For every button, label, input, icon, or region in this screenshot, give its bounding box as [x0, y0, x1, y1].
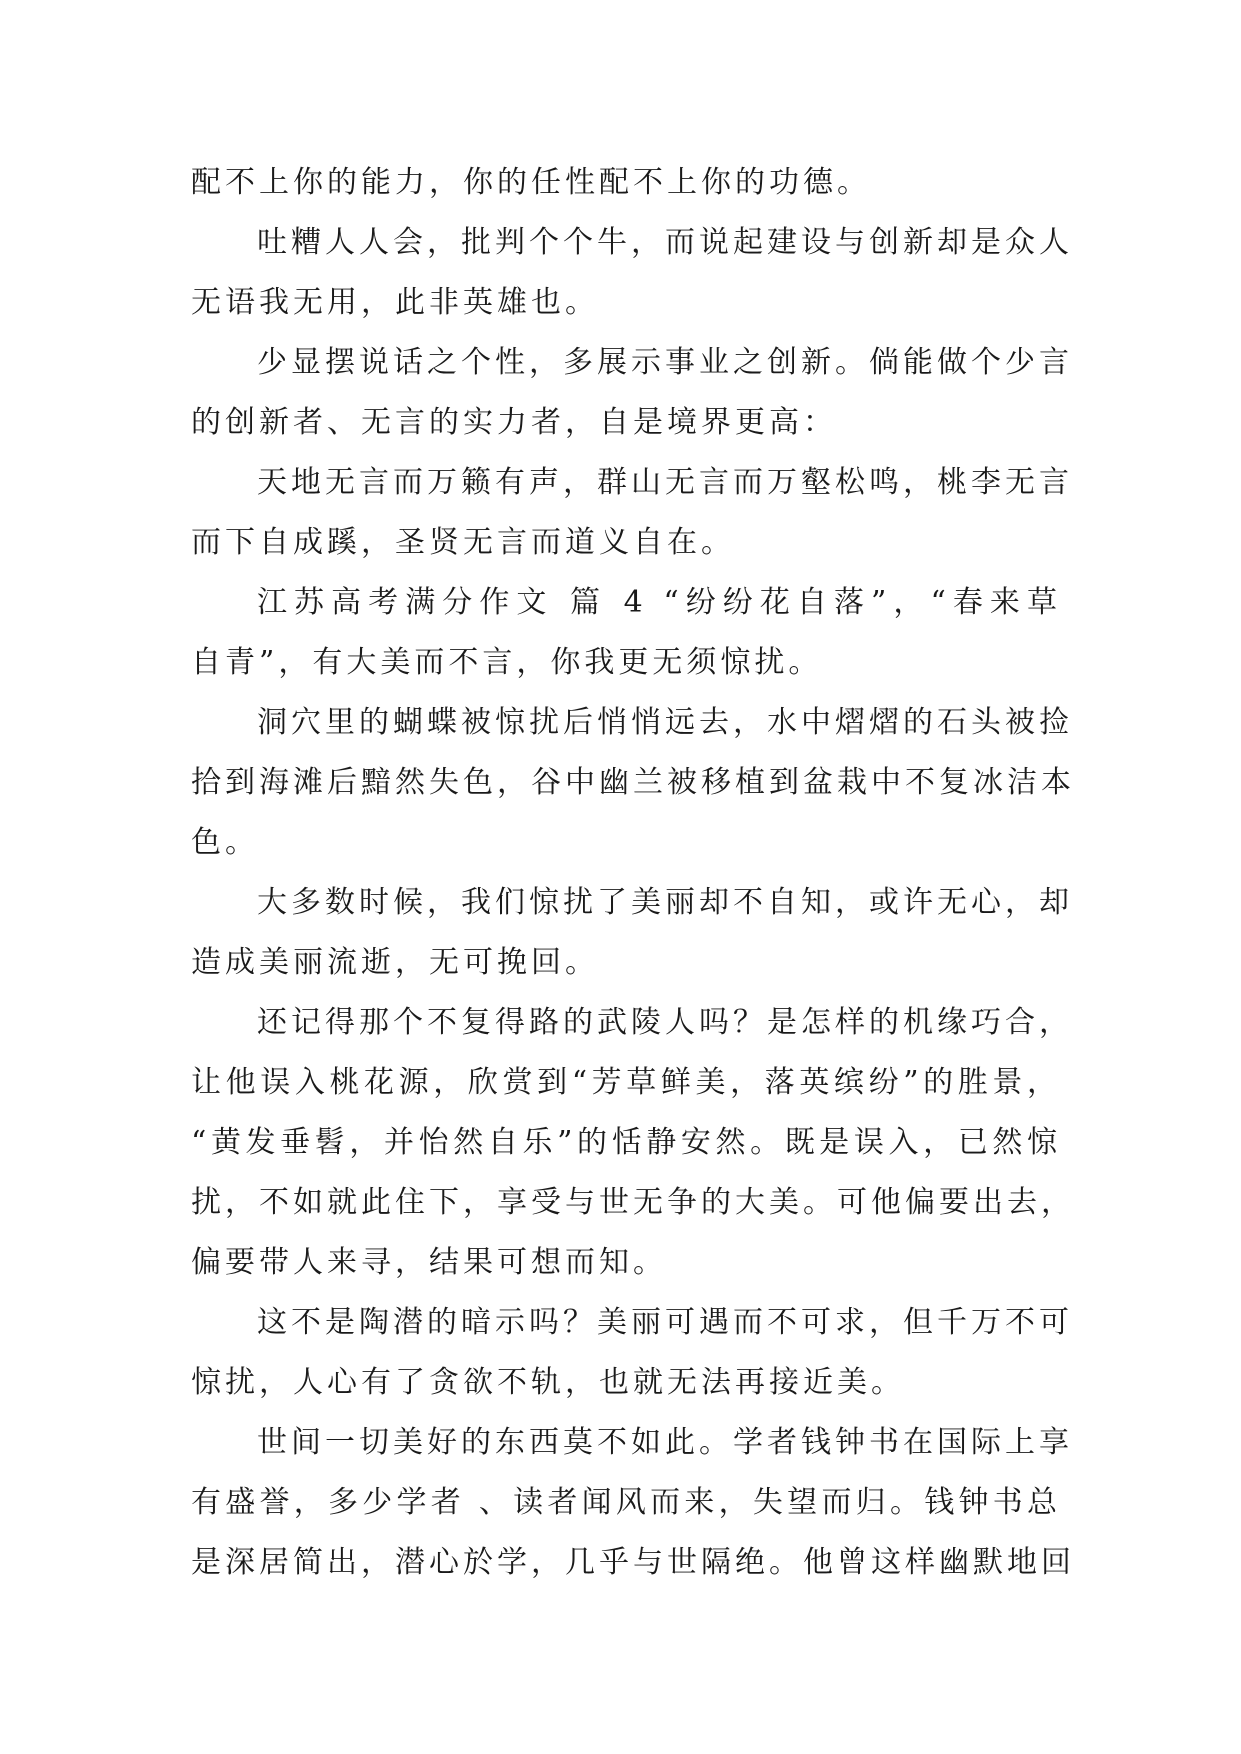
- text-line: 大多数时候，我们惊扰了美丽却不自知，或许无心，却: [257, 885, 1073, 920]
- text-line: 偏要带人来寻，结果可想而知。: [191, 1245, 667, 1280]
- text-line: 天地无言而万籁有声，群山无言而万壑松鸣，桃李无言: [257, 465, 1073, 500]
- text-line: 有盛誉，多少学者 、读者闻风而来，失望而归。钱钟书总: [191, 1485, 1061, 1520]
- text-line: 少显摆说话之个性，多展示事业之创新。倘能做个少言: [257, 345, 1073, 380]
- text-line: 吐糟人人会，批判个个牛，而说起建设与创新却是众人: [257, 225, 1073, 260]
- text-line: 是深居简出，潜心於学，几乎与世隔绝。他曾这样幽默地回: [191, 1545, 1075, 1580]
- text-line: 而下自成蹊，圣贤无言而道义自在。: [191, 525, 735, 560]
- text-line: 扰，不如就此住下，享受与世无争的大美。可他偏要出去，: [191, 1185, 1075, 1220]
- text-line: 还记得那个不复得路的武陵人吗？是怎样的机缘巧合，: [257, 1005, 1073, 1040]
- text-line: 让他误入桃花源，欣赏到“芳草鲜美，落英缤纷”的胜景，: [191, 1065, 1061, 1100]
- text-line: 无语我无用，此非英雄也。: [191, 285, 599, 320]
- text-line: 的创新者、无言的实力者，自是境界更高：: [191, 405, 837, 440]
- text-line: 自青”，有大美而不言，你我更无须惊扰。: [191, 645, 823, 680]
- text-line: 惊扰，人心有了贪欲不轨，也就无法再接近美。: [191, 1365, 905, 1400]
- text-line: 配不上你的能力，你的任性配不上你的功德。: [191, 165, 871, 200]
- text-line: 拾到海滩后黯然失色，谷中幽兰被移植到盆栽中不复冰洁本: [191, 765, 1075, 800]
- text-line: 世间一切美好的东西莫不如此。学者钱钟书在国际上享: [257, 1425, 1073, 1460]
- text-line: “黄发垂髫，并怡然自乐”的恬静安然。既是误入，已然惊: [191, 1125, 1061, 1160]
- body-text: [191, 153, 1075, 1593]
- text-line: 洞穴里的蝴蝶被惊扰后悄悄远去，水中熠熠的石头被捡: [257, 705, 1073, 740]
- text-line: 色。: [191, 825, 259, 860]
- text-line: 这不是陶潜的暗示吗？美丽可遇而不可求，但千万不可: [257, 1305, 1073, 1340]
- text-line: 造成美丽流逝，无可挽回。: [191, 945, 599, 980]
- text-line: 江苏高考满分作文 篇 4 “纷纷花自落”，“春来草: [257, 585, 1061, 620]
